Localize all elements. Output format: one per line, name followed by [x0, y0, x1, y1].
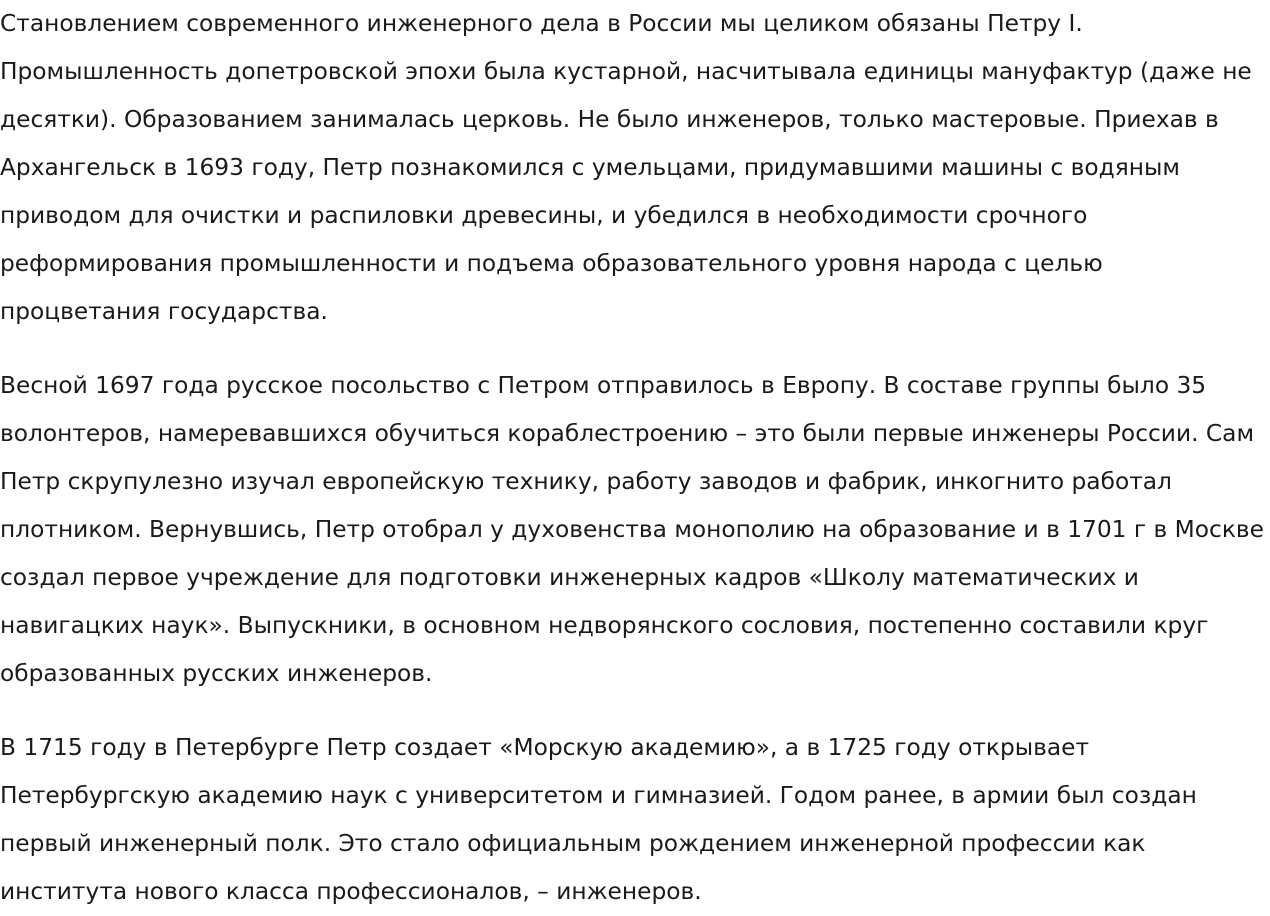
paragraph-peter-reforms: Становлением современного инженерного дела в России мы целиком обязаны Петру I. Промышленность допетровской эпохи была кустарной, насчитывала единицы мануфактур (даже не десятки). Образованием занималась церковь. Не было инженеров, только мастеровые. Приехав в Архангельск в 1693 году, Петр познакомился с умельцами, придумавшими машины с водяным приводом для очистки и распиловки древесины, и убедился в необходимости срочного реформирования промышленности и подъема образовательного уровня народа с целью процветания государства. [0, 10, 1252, 325]
paragraph-grand-embassy: Весной 1697 года русское посольство с Петром отправилось в Европу. В составе группы было 35 волонтеров, намеревавшихся обучиться кораблестроению – это были первые инженеры России. Сам Петр скрупулезно изучал европейскую технику, работу заводов и фабрик, инкогнито работал плотником. Вернувшись, Петр отобрал у духовенства монополию на образование и в 1701 г в Москве создал первое учреждение для подготовки инженерных кадров «Школу математических и навигацких наук». Выпускники, в основном недворянского сословия, постепенно составили круг образованных русских инженеров. [0, 372, 1264, 687]
paragraph-academies: В 1715 году в Петербурге Петр создает «Морскую академию», а в 1725 году открывает Петербургскую академию наук с университетом и гимназией. Годом ранее, в армии был создан первый инженерный полк. Это стало официальным рождением инженерной профессии как института нового класса профессионалов, – инженеров. [0, 734, 1197, 905]
